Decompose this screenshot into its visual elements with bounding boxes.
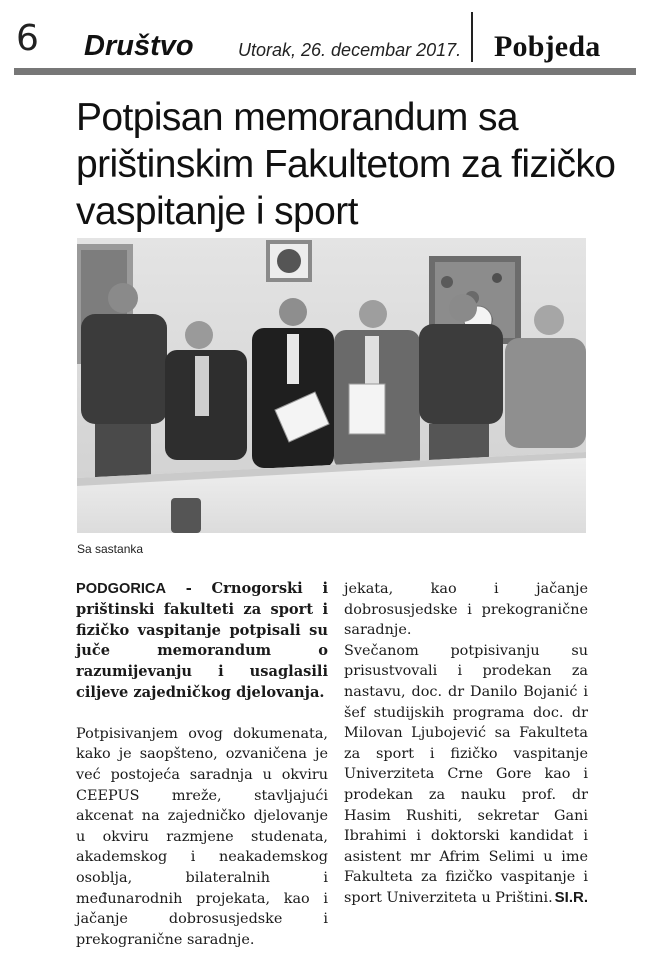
article-lead <box>76 579 328 704</box>
body-paragraph-2 <box>344 641 588 909</box>
article-column-1 <box>76 579 328 948</box>
lead-text: - Crnogorski i prištinski fakulteti za sport i fizičko vaspitanje potpisali su juče memorandum o razumijevanju i usaglasili ciljeve zajedničkog djelovanja. <box>76 580 328 701</box>
body-paragraph-1-continued: jekata, kao i jačanje dobrosusjedske i prekogranične saradnje. <box>344 581 588 639</box>
author-signature: SI.R. <box>554 888 588 906</box>
body-paragraph-1: Potpisivanjem ovog dokumenata, kako je saopšteno, ozvaničena je već postojeća saradnja u okviru CEEPUS mreže, stavljajući akcenat na zajedničko djelovanje u okviru razmjene studenata, akademskog i neakademskog osoblja, bilateralnih i međunarodnih projekata, kao i jačanje dobrosusjedske i prekogranične saradnje. <box>76 725 328 948</box>
photo-caption: Sa sastanka <box>77 542 144 556</box>
meeting-photo-illustration <box>77 238 586 533</box>
dateline: PODGORICA <box>76 581 166 597</box>
masthead-rule <box>14 68 636 75</box>
article-column-2 <box>344 579 588 909</box>
masthead-divider <box>471 12 473 62</box>
issue-date: Utorak, 26. decembar 2017. <box>238 40 462 60</box>
newspaper-name: Pobjeda <box>494 30 601 63</box>
page-number: 6 <box>16 18 39 59</box>
section-title: Društvo <box>84 30 194 62</box>
article-headline: Potpisan memorandum sa prištinskim Fakultetom za fizičko vaspitanje i sport <box>76 96 616 233</box>
body-paragraph-2-text: Svečanom potpisivanju su prisustvovali i prodekan za nastavu, doc. dr Danilo Bojanić i šef studijskih programa doc. dr Milovan Ljubojević sa Fakulteta za sport i fizičko vaspitanje Univerziteta Crne Gore kao i prodekan za nauku prof. dr Hasim Rushiti, sekretar Gani Ibrahimi i doktorski kandidat i asistent mr Afrim Selimi u ime Fakulteta za fizičko vaspitanje i sport Univerziteta u Prištini. <box>344 642 588 906</box>
article-photo <box>77 238 586 533</box>
masthead <box>14 8 636 68</box>
